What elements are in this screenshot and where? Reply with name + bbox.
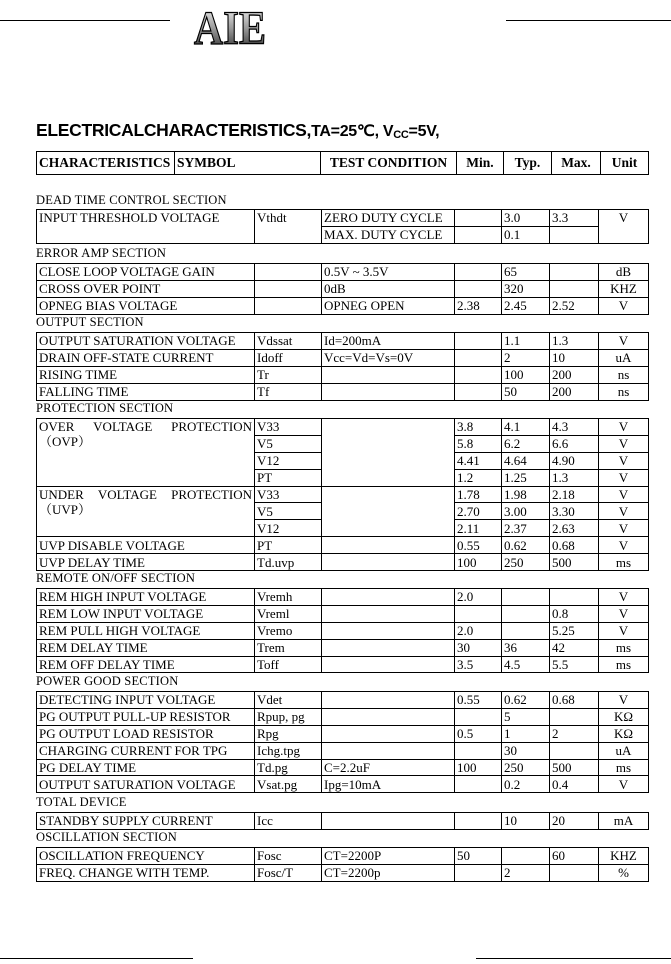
section-title-error-amp: ERROR AMP SECTION <box>36 246 167 260</box>
protection-misc-rows <box>37 537 649 571</box>
param-condition: 0dB <box>322 280 455 297</box>
dead-time-table <box>36 209 649 244</box>
param-unit: % <box>599 864 649 881</box>
table-row <box>37 708 649 725</box>
param-symbol: Fosc/T <box>255 864 322 881</box>
param-unit: KΩ <box>599 725 649 742</box>
param-min: 4.41 <box>455 452 502 469</box>
param-condition <box>322 622 455 639</box>
param-name: REM HIGH INPUT VOLTAGE <box>37 589 255 606</box>
param-condition <box>322 383 455 400</box>
table-row <box>37 297 649 314</box>
param-name: UVP DISABLE VOLTAGE <box>37 537 255 554</box>
uvp-abbrev: （UVP） <box>39 501 92 517</box>
param-unit: V <box>599 419 649 436</box>
param-typ: 1.25 <box>502 469 550 486</box>
param-condition <box>322 725 455 742</box>
param-min: 30 <box>455 639 502 656</box>
table-row <box>37 776 649 793</box>
param-max: 20 <box>550 813 599 830</box>
param-min: 2.0 <box>455 622 502 639</box>
param-unit: V <box>599 435 649 452</box>
param-min <box>455 333 502 350</box>
title-ta-condition: TA=25℃ <box>311 123 375 140</box>
param-condition <box>322 554 455 571</box>
param-symbol: V5 <box>255 503 322 520</box>
param-max <box>550 708 599 725</box>
param-max: 500 <box>550 554 599 571</box>
param-symbol: Fosc <box>255 848 322 865</box>
param-typ: 1.98 <box>502 486 550 503</box>
param-unit: V <box>599 297 649 314</box>
param-unit: V <box>599 452 649 469</box>
param-unit: V <box>599 692 649 709</box>
table-row <box>37 366 649 383</box>
param-max: 3.3 <box>550 210 599 227</box>
header-rule-right <box>506 20 671 21</box>
param-symbol: Icc <box>255 813 322 830</box>
param-symbol: Td.pg <box>255 759 322 776</box>
section-title-power-good: POWER GOOD SECTION <box>36 674 179 688</box>
param-typ: 1 <box>502 725 550 742</box>
param-symbol: V12 <box>255 520 322 537</box>
remote-table <box>36 588 649 673</box>
param-name: REM PULL HIGH VOLTAGE <box>37 622 255 639</box>
param-unit: KHZ <box>599 848 649 865</box>
param-symbol: Vthdt <box>255 210 322 244</box>
param-condition <box>322 589 455 606</box>
param-name: REM OFF DELAY TIME <box>37 656 255 673</box>
param-name: FALLING TIME <box>37 383 255 400</box>
param-typ: 2 <box>502 864 550 881</box>
protection-table <box>36 418 649 571</box>
param-min: 2.70 <box>455 503 502 520</box>
param-max: 42 <box>550 639 599 656</box>
param-max: 3.30 <box>550 503 599 520</box>
param-unit: V <box>599 503 649 520</box>
param-name: DETECTING INPUT VOLTAGE <box>37 692 255 709</box>
param-symbol: Rpup, pg <box>255 708 322 725</box>
param-unit: ms <box>599 759 649 776</box>
param-name: INPUT THRESHOLD VOLTAGE <box>37 210 255 244</box>
param-min: 3.8 <box>455 419 502 436</box>
uvp-word: VOLTAGE <box>97 486 158 502</box>
param-max: 6.6 <box>550 435 599 452</box>
param-condition <box>322 813 455 830</box>
header-rule-left <box>0 20 170 21</box>
param-symbol: Vreml <box>255 605 322 622</box>
param-min: 50 <box>455 848 502 865</box>
param-max: 0.8 <box>550 605 599 622</box>
param-unit: V <box>599 589 649 606</box>
error-amp-table <box>36 263 649 315</box>
param-symbol: V33 <box>255 486 322 503</box>
param-unit: uA <box>599 349 649 366</box>
param-max: 0.68 <box>550 692 599 709</box>
param-name: OUTPUT SATURATION VOLTAGE <box>37 776 255 793</box>
param-max: 1.3 <box>550 469 599 486</box>
param-typ: 6.2 <box>502 435 550 452</box>
param-typ: 320 <box>502 280 550 297</box>
param-min <box>455 383 502 400</box>
section-title-dead-time: DEAD TIME CONTROL SECTION <box>36 193 227 207</box>
title-separator: , V <box>374 123 394 140</box>
param-symbol: Vremo <box>255 622 322 639</box>
table-row <box>37 537 649 554</box>
param-symbol: Vdssat <box>255 333 322 350</box>
param-min <box>455 366 502 383</box>
param-typ: 2.37 <box>502 520 550 537</box>
table-row <box>37 264 649 281</box>
param-max: 0.4 <box>550 776 599 793</box>
param-min: 1.2 <box>455 469 502 486</box>
ovp-abbrev: （OVP） <box>39 434 92 449</box>
param-max <box>550 742 599 759</box>
param-typ <box>502 605 550 622</box>
param-typ: 1.1 <box>502 333 550 350</box>
param-max: 200 <box>550 366 599 383</box>
param-symbol: V5 <box>255 435 322 452</box>
uvp-group <box>37 486 649 537</box>
param-symbol: Vremh <box>255 589 322 606</box>
param-min: 0.55 <box>455 692 502 709</box>
param-max: 200 <box>550 383 599 400</box>
param-max: 10 <box>550 349 599 366</box>
param-max: 0.68 <box>550 537 599 554</box>
param-condition <box>322 419 455 487</box>
param-unit: V <box>599 333 649 350</box>
param-typ <box>502 589 550 606</box>
param-min: 0.55 <box>455 537 502 554</box>
param-min <box>455 605 502 622</box>
param-unit: dB <box>599 264 649 281</box>
company-logo <box>190 0 270 54</box>
param-condition: CT=2200P <box>322 848 455 865</box>
param-name: CLOSE LOOP VOLTAGE GAIN <box>37 264 255 281</box>
ovp-word: PROTECTION <box>171 419 252 434</box>
param-unit: KHZ <box>599 280 649 297</box>
table-row <box>37 656 649 673</box>
param-min <box>455 349 502 366</box>
param-symbol: PT <box>255 537 322 554</box>
uvp-name <box>37 486 255 537</box>
param-symbol: Vdet <box>255 692 322 709</box>
param-name: STANDBY SUPPLY CURRENT <box>37 813 255 830</box>
param-min: 5.8 <box>455 435 502 452</box>
param-name: DRAIN OFF-STATE CURRENT <box>37 349 255 366</box>
footer-rule-left <box>0 958 193 959</box>
param-condition: Ipg=10mA <box>322 776 455 793</box>
param-typ: 0.62 <box>502 537 550 554</box>
param-unit: V <box>599 776 649 793</box>
param-name: UVP DELAY TIME <box>37 554 255 571</box>
param-symbol: V33 <box>255 419 322 436</box>
param-name: RISING TIME <box>37 366 255 383</box>
footer-rule-right <box>476 958 671 959</box>
param-max: 2.52 <box>550 297 599 314</box>
param-condition <box>322 639 455 656</box>
title-vcc-value: =5V, <box>408 123 440 140</box>
param-name: PG DELAY TIME <box>37 759 255 776</box>
svg-text:AIE: AIE <box>194 2 266 55</box>
table-row <box>37 725 649 742</box>
column-header-table <box>36 151 649 175</box>
param-condition <box>322 486 455 537</box>
param-min <box>455 776 502 793</box>
section-title-protection: PROTECTION SECTION <box>36 401 174 415</box>
param-unit: V <box>599 605 649 622</box>
param-name: OPNEG BIAS VOLTAGE <box>37 297 255 314</box>
param-condition <box>322 742 455 759</box>
section-title-oscillation: OSCILLATION SECTION <box>36 830 177 844</box>
param-symbol: Idoff <box>255 349 322 366</box>
table-row <box>37 486 649 503</box>
param-min: 0.5 <box>455 725 502 742</box>
param-max: 5.5 <box>550 656 599 673</box>
param-unit: mA <box>599 813 649 830</box>
param-typ: 5 <box>502 708 550 725</box>
param-typ: 65 <box>502 264 550 281</box>
param-name: REM DELAY TIME <box>37 639 255 656</box>
param-typ: 4.5 <box>502 656 550 673</box>
param-symbol: PT <box>255 469 322 486</box>
param-typ: 4.64 <box>502 452 550 469</box>
ovp-word: VOLTAGE <box>93 419 153 434</box>
param-condition <box>322 656 455 673</box>
param-symbol: Trem <box>255 639 322 656</box>
param-condition: ZERO DUTY CYCLE <box>322 210 455 227</box>
table-row <box>37 554 649 571</box>
param-condition: CT=2200p <box>322 864 455 881</box>
table-row <box>37 333 649 350</box>
param-name: FREQ. CHANGE WITH TEMP. <box>37 864 255 881</box>
col-max: Max. <box>552 152 601 175</box>
param-max: 2.63 <box>550 520 599 537</box>
table-row <box>37 848 649 865</box>
column-header-row <box>37 152 649 175</box>
oscillation-table <box>36 847 649 882</box>
param-max <box>550 264 599 281</box>
param-max: 1.3 <box>550 333 599 350</box>
param-max: 500 <box>550 759 599 776</box>
param-min: 1.78 <box>455 486 502 503</box>
param-condition <box>322 537 455 554</box>
param-symbol: Td.uvp <box>255 554 322 571</box>
param-unit: V <box>599 537 649 554</box>
param-unit: ns <box>599 366 649 383</box>
param-unit: uA <box>599 742 649 759</box>
param-min: 100 <box>455 759 502 776</box>
power-good-table <box>36 691 649 793</box>
table-row <box>37 419 649 436</box>
param-symbol: Tr <box>255 366 322 383</box>
param-symbol <box>255 280 322 297</box>
title-main: ELECTRICALCHARACTERISTICS, <box>36 120 312 140</box>
col-characteristics: CHARACTERISTICS <box>37 152 175 175</box>
param-condition: Id=200mA <box>322 333 455 350</box>
param-typ: 0.1 <box>502 226 550 243</box>
param-name: REM LOW INPUT VOLTAGE <box>37 605 255 622</box>
col-typ: Typ. <box>504 152 552 175</box>
param-typ: 100 <box>502 366 550 383</box>
param-name: CROSS OVER POINT <box>37 280 255 297</box>
table-row <box>37 692 649 709</box>
param-max: 60 <box>550 848 599 865</box>
param-typ: 2.45 <box>502 297 550 314</box>
param-unit: ms <box>599 639 649 656</box>
table-row <box>37 622 649 639</box>
param-min <box>455 864 502 881</box>
param-condition: Vcc=Vd=Vs=0V <box>322 349 455 366</box>
param-min <box>455 813 502 830</box>
param-unit: ns <box>599 383 649 400</box>
param-max <box>550 864 599 881</box>
param-min: 100 <box>455 554 502 571</box>
param-max <box>550 226 599 243</box>
param-min: 2.38 <box>455 297 502 314</box>
param-unit: ms <box>599 554 649 571</box>
table-row <box>37 210 649 227</box>
section-title-total-device: TOTAL DEVICE <box>36 795 127 809</box>
page-title <box>36 120 439 141</box>
param-min: 2.0 <box>455 589 502 606</box>
param-min <box>455 226 502 243</box>
param-typ: 0.2 <box>502 776 550 793</box>
col-min: Min. <box>457 152 504 175</box>
table-row <box>37 759 649 776</box>
section-title-remote: REMOTE ON/OFF SECTION <box>36 571 196 585</box>
param-max: 5.25 <box>550 622 599 639</box>
param-max <box>550 589 599 606</box>
param-condition: 0.5V ~ 3.5V <box>322 264 455 281</box>
table-row <box>37 383 649 400</box>
param-unit: V <box>599 622 649 639</box>
param-name: CHARGING CURRENT FOR TPG <box>37 742 255 759</box>
param-min <box>455 264 502 281</box>
param-condition: MAX. DUTY CYCLE <box>322 226 455 243</box>
param-symbol: Rpg <box>255 725 322 742</box>
param-max: 2.18 <box>550 486 599 503</box>
param-symbol: Toff <box>255 656 322 673</box>
param-min: 2.11 <box>455 520 502 537</box>
param-min <box>455 742 502 759</box>
param-condition <box>322 708 455 725</box>
param-min <box>455 708 502 725</box>
total-device-table <box>36 812 649 830</box>
param-condition <box>322 366 455 383</box>
table-row <box>37 280 649 297</box>
col-symbol: SYMBOL <box>175 152 321 175</box>
param-unit: ms <box>599 656 649 673</box>
param-condition: OPNEG OPEN <box>322 297 455 314</box>
ovp-word: OVER <box>39 419 75 434</box>
param-min <box>455 210 502 227</box>
param-name: PG OUTPUT LOAD RESISTOR <box>37 725 255 742</box>
param-typ: 3.0 <box>502 210 550 227</box>
table-row <box>37 349 649 366</box>
param-typ: 36 <box>502 639 550 656</box>
param-typ: 50 <box>502 383 550 400</box>
param-symbol: Ichg.tpg <box>255 742 322 759</box>
param-symbol <box>255 264 322 281</box>
param-unit: V <box>599 520 649 537</box>
param-unit: V <box>599 486 649 503</box>
ovp-group <box>37 419 649 487</box>
title-vcc-subscript: CC <box>393 129 409 141</box>
param-typ <box>502 622 550 639</box>
table-row <box>37 742 649 759</box>
param-unit: KΩ <box>599 708 649 725</box>
param-symbol: Vsat.pg <box>255 776 322 793</box>
col-unit: Unit <box>601 152 649 175</box>
param-condition: C=2.2uF <box>322 759 455 776</box>
param-typ <box>502 848 550 865</box>
param-max: 2 <box>550 725 599 742</box>
param-typ: 2 <box>502 349 550 366</box>
param-typ: 3.00 <box>502 503 550 520</box>
param-unit: V <box>599 469 649 486</box>
uvp-word: UNDER <box>39 486 84 502</box>
param-condition <box>322 692 455 709</box>
param-symbol: V12 <box>255 452 322 469</box>
param-typ: 0.62 <box>502 692 550 709</box>
param-name: PG OUTPUT PULL-UP RESISTOR <box>37 708 255 725</box>
table-row <box>37 864 649 881</box>
param-typ: 30 <box>502 742 550 759</box>
param-max <box>550 280 599 297</box>
param-min: 3.5 <box>455 656 502 673</box>
param-condition <box>322 605 455 622</box>
param-unit: V <box>599 210 649 244</box>
param-name: OSCILLATION FREQUENCY <box>37 848 255 865</box>
param-symbol <box>255 297 322 314</box>
table-row <box>37 589 649 606</box>
param-max: 4.90 <box>550 452 599 469</box>
ovp-name <box>37 419 255 487</box>
table-row <box>37 813 649 830</box>
output-table <box>36 332 649 401</box>
param-typ: 250 <box>502 759 550 776</box>
param-name: OUTPUT SATURATION VOLTAGE <box>37 333 255 350</box>
param-typ: 250 <box>502 554 550 571</box>
table-row <box>37 639 649 656</box>
uvp-word: PROTECTION <box>171 486 252 502</box>
param-typ: 10 <box>502 813 550 830</box>
table-row <box>37 605 649 622</box>
param-typ: 4.1 <box>502 419 550 436</box>
col-test-condition: TEST CONDITION <box>321 152 457 175</box>
param-min <box>455 280 502 297</box>
param-symbol: Tf <box>255 383 322 400</box>
section-title-output: OUTPUT SECTION <box>36 315 144 329</box>
param-max: 4.3 <box>550 419 599 436</box>
